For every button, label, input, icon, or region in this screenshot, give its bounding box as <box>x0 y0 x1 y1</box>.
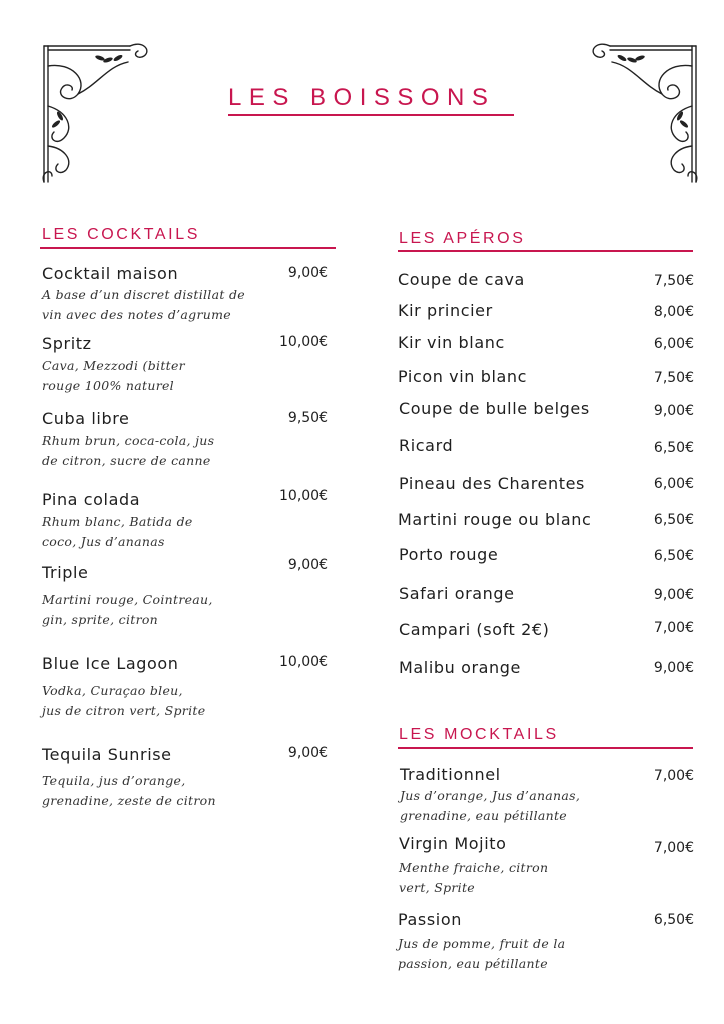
apero-name: Campari (soft 2€) <box>399 620 550 639</box>
apero-price: 9,00€ <box>653 587 694 603</box>
mocktail-desc-line2: grenadine, eau pétillante <box>400 808 567 823</box>
apero-name: Safari orange <box>399 584 515 603</box>
aperos-heading: LES APÉROS <box>399 230 526 247</box>
mocktail-desc-line1: Jus de pomme, fruit de la <box>398 936 566 951</box>
cocktail-desc-line2: jus de citron vert, Sprite <box>42 703 206 718</box>
mocktails-heading: LES MOCKTAILS <box>399 726 559 743</box>
cocktails-underline <box>40 247 336 249</box>
cocktail-name: Tequila Sunrise <box>42 745 172 764</box>
cocktail-desc-line2: vin avec des notes d’agrume <box>42 307 231 322</box>
apero-price: 9,00€ <box>653 660 694 676</box>
cocktail-desc-line2: coco, Jus d’ananas <box>42 534 165 549</box>
cocktail-name: Spritz <box>42 334 92 353</box>
cocktail-price: 10,00€ <box>279 334 328 350</box>
apero-name: Kir vin blanc <box>398 333 505 352</box>
mocktail-price: 7,00€ <box>653 840 694 856</box>
cocktail-price: 10,00€ <box>279 488 328 504</box>
apero-price: 7,50€ <box>653 273 694 289</box>
cocktail-name: Blue Ice Lagoon <box>42 654 179 673</box>
aperos-underline <box>398 250 693 252</box>
cocktail-price: 9,00€ <box>287 265 328 281</box>
page-title: LES BOISSONS <box>228 84 496 111</box>
cocktail-price: 9,50€ <box>287 410 328 426</box>
cocktails-heading: LES COCKTAILS <box>42 226 200 243</box>
cocktail-name: Pina colada <box>42 490 141 509</box>
cocktail-desc-line1: Vodka, Curaçao bleu, <box>42 683 183 698</box>
cocktail-desc-line2: de citron, sucre de canne <box>42 453 211 468</box>
cocktail-desc-line1: Rhum brun, coca-cola, jus <box>42 433 215 448</box>
apero-name: Ricard <box>399 436 454 455</box>
apero-price: 8,00€ <box>653 304 694 320</box>
apero-name: Malibu orange <box>399 658 521 677</box>
apero-price: 7,50€ <box>653 370 694 386</box>
apero-price: 6,00€ <box>653 336 694 352</box>
apero-price: 7,00€ <box>653 620 694 636</box>
mocktail-name: Virgin Mojito <box>399 834 507 853</box>
cocktail-price: 10,00€ <box>279 654 328 670</box>
cocktail-desc-line1: A base d’un discret distillat de <box>42 287 245 302</box>
cocktail-price: 9,00€ <box>287 557 328 573</box>
apero-price: 6,00€ <box>653 476 694 492</box>
mocktail-desc-line1: Jus d’orange, Jus d’ananas, <box>400 788 581 803</box>
cocktail-name: Cuba libre <box>42 409 130 428</box>
apero-name: Picon vin blanc <box>398 367 528 386</box>
apero-name: Pineau des Charentes <box>399 474 585 493</box>
mocktail-desc-line1: Menthe fraiche, citron <box>399 860 549 875</box>
apero-name: Kir princier <box>398 301 493 320</box>
mocktail-desc-line2: passion, eau pétillante <box>398 956 548 971</box>
cocktail-name: Cocktail maison <box>42 264 179 283</box>
apero-name: Coupe de bulle belges <box>399 399 590 418</box>
apero-price: 6,50€ <box>653 512 694 528</box>
mocktails-underline <box>398 747 693 749</box>
cocktail-desc-line2: rouge 100% naturel <box>42 378 174 393</box>
mocktail-name: Traditionnel <box>400 765 501 784</box>
apero-price: 6,50€ <box>653 548 694 564</box>
cocktail-price: 9,00€ <box>287 745 328 761</box>
cocktail-desc-line1: Martini rouge, Cointreau, <box>42 592 213 607</box>
cocktail-desc-line1: Cava, Mezzodi (bitter <box>42 358 185 373</box>
cocktail-desc-line1: Tequila, jus d’orange, <box>42 773 186 788</box>
mocktail-price: 6,50€ <box>653 912 694 928</box>
cocktail-desc-line1: Rhum blanc, Batida de <box>42 514 193 529</box>
mocktail-price: 7,00€ <box>653 768 694 784</box>
apero-name: Martini rouge ou blanc <box>398 510 592 529</box>
mocktail-desc-line2: vert, Sprite <box>399 880 475 895</box>
cocktail-desc-line2: gin, sprite, citron <box>42 612 159 627</box>
cocktail-name: Triple <box>42 563 89 582</box>
corner-ornament-right-icon <box>586 36 702 188</box>
mocktail-name: Passion <box>398 910 462 929</box>
cocktail-desc-line2: grenadine, zeste de citron <box>42 793 216 808</box>
apero-name: Coupe de cava <box>398 270 525 289</box>
apero-price: 6,50€ <box>653 440 694 456</box>
apero-price: 9,00€ <box>653 403 694 419</box>
corner-ornament-left-icon <box>38 36 154 188</box>
title-underline <box>228 114 514 116</box>
apero-name: Porto rouge <box>399 545 499 564</box>
